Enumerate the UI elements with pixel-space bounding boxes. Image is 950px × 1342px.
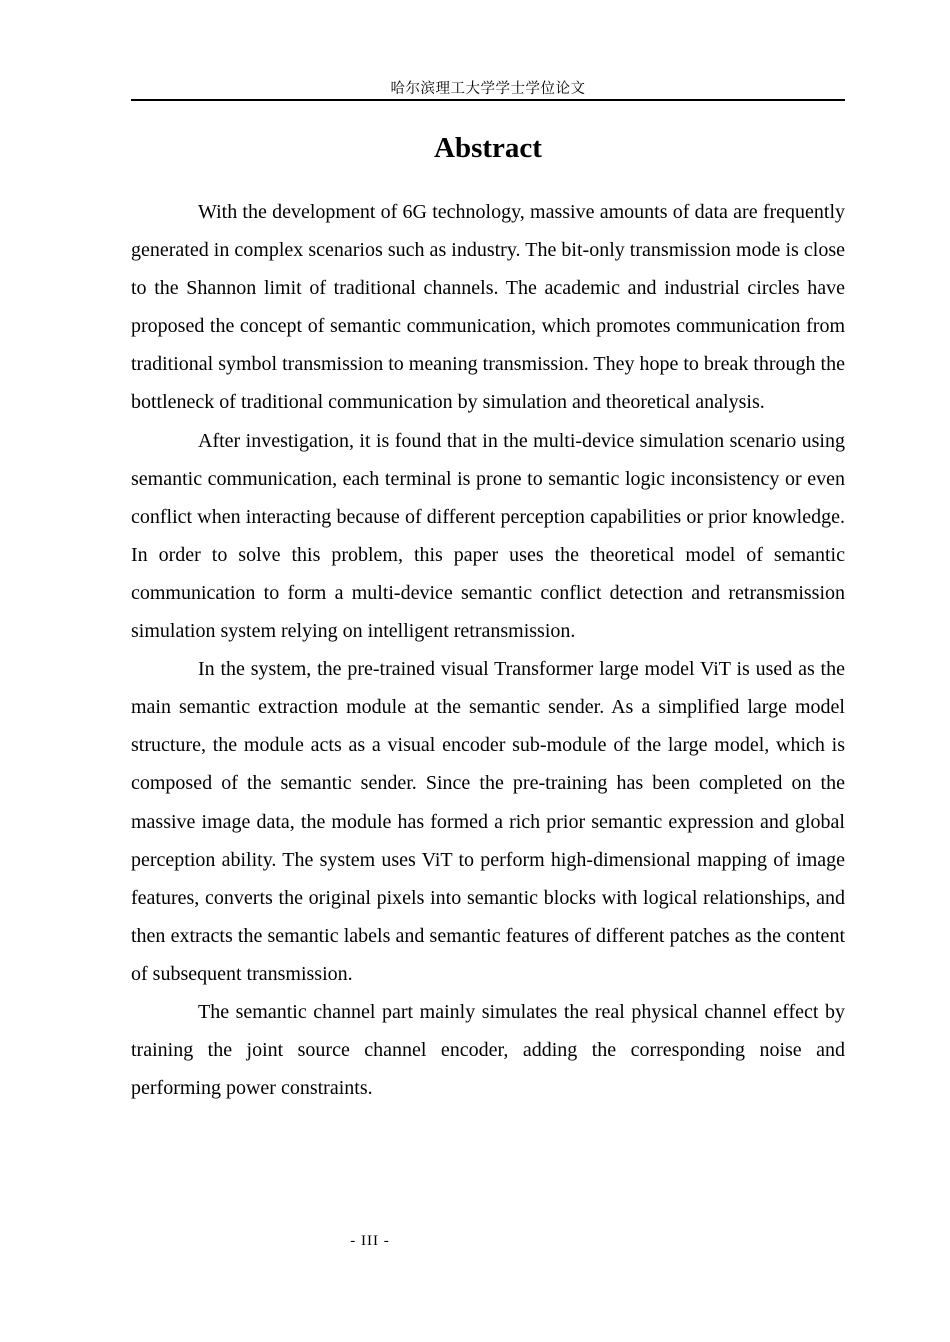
paragraph: In the system, the pre-trained visual Transformer large model ViT is used as the main semantic extraction module at the semantic sender. As a simplified large model structure, the module acts as a visual encoder sub-module of the large model, which is composed of the semantic sender. Since the pre-training has been completed on the massive image data, the module has formed a rich prior semantic expression and global perception ability. The system uses ViT to perform high-dimensional mapping of image features, converts the original pixels into semantic blocks with logical relationships, and then extracts the semantic labels and semantic features of different patches as the content of subsequent transmission. — [131, 658, 845, 985]
paragraph: The semantic channel part mainly simulates the real physical channel effect by training the joint source channel encoder, adding the corresponding noise and performing power constraints. — [131, 1000, 845, 1100]
abstract-body — [131, 193, 845, 1107]
page-title: Abstract — [434, 132, 542, 164]
page-number: - III - — [350, 1233, 390, 1249]
paragraph: With the development of 6G technology, massive amounts of data are frequently generated in complex scenarios such as industry. The bit-only transmission mode is close to the Shannon limit of traditional channels. The academic and industrial circles have proposed the concept of semantic communication, which promotes communication from traditional symbol transmission to meaning transmission. They hope to break through the bottleneck of traditional communication by simulation and theoretical analysis. — [131, 201, 845, 414]
header-rule — [131, 99, 845, 101]
paragraph: After investigation, it is found that in the multi-device simulation scenario using semantic communication, each terminal is prone to semantic logic inconsistency or even conflict when interacting because of different perception capabilities or prior knowledge. In order to solve this problem, this paper uses the theoretical model of semantic communication to form a multi-device semantic conflict detection and retransmission simulation system relying on intelligent retransmission. — [131, 429, 845, 643]
running-header: 哈尔滨理工大学学士学位论文 — [390, 81, 586, 97]
